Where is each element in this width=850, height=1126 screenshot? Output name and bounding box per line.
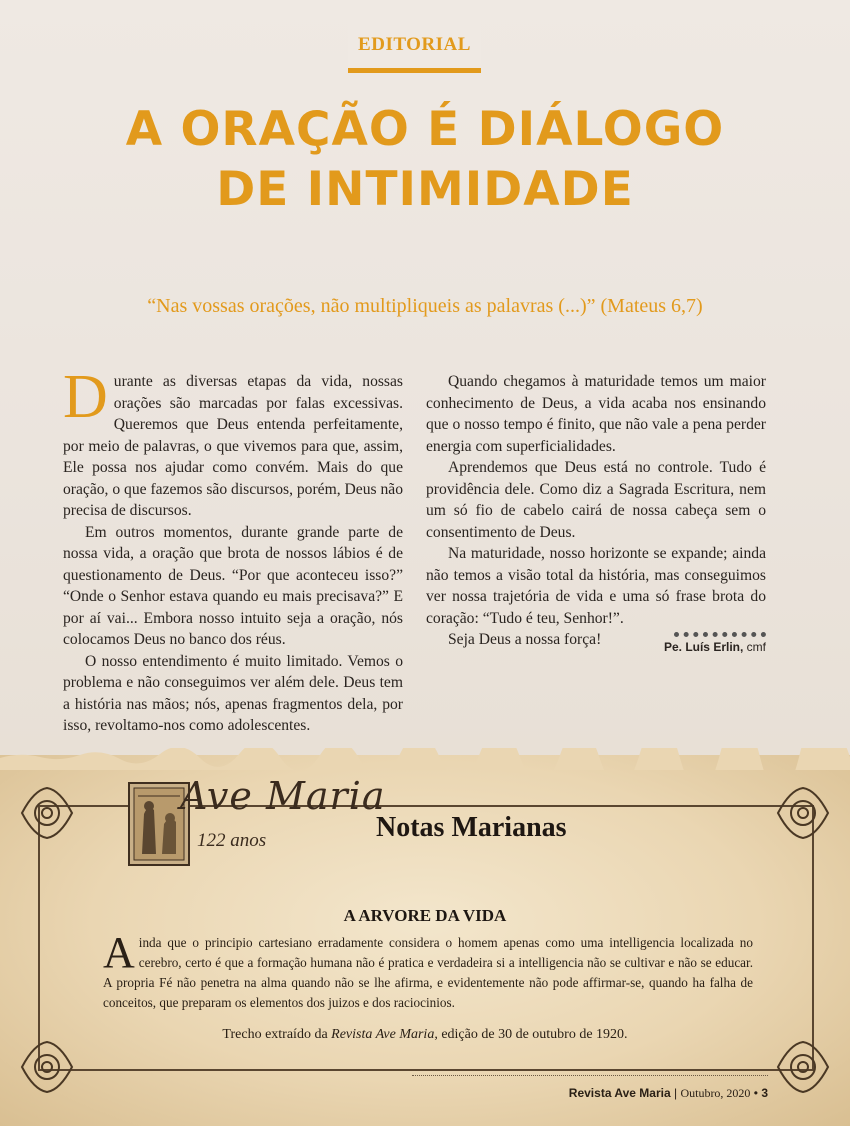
drop-cap: D <box>63 363 108 431</box>
author-signature <box>560 632 766 654</box>
headline-line-1: A ORAÇÃO É DIÁLOGO <box>125 102 725 157</box>
paragraph: O nosso entendimento é muito limitado. Vemos o problema e não conseguimos ver além dele. Deus tem a história nas mãos; nós, apenas fragmentos dela, por isso, revoltamo-nos como adolescentes. <box>63 652 403 734</box>
paragraph: Quando chegamos à maturidade temos um maior conhecimento de Deus, a vida acaba nos ensinando que o nosso tempo é finito, que não vale a pena perder energia com superficialidades. <box>426 373 766 455</box>
corner-ornament-icon <box>14 780 80 846</box>
page-footer: Revista Ave Maria | Outubro, 2020 • 3 <box>568 1086 768 1100</box>
footer-magazine: Revista Ave Maria <box>568 1086 671 1100</box>
section-tag-label: EDITORIAL <box>358 34 471 55</box>
footer-divider <box>412 1075 768 1076</box>
paragraph: Seja Deus a nossa força! <box>448 631 602 648</box>
page-number: 3 <box>761 1086 768 1100</box>
logo-subtitle: 122 anos <box>197 830 267 851</box>
epigraph: “Nas vossas orações, não multipliqueis as palavras (...)” (Mateus 6,7) <box>147 295 703 317</box>
paragraph: Em outros momentos, durante grande parte de nossa vida, a oração que brota de nossos lábios é de questionamento de Deus. “Por que aconteceu isso?” “Onde o Senhor estava quando eu mais precisava?” E por aí vai... Embora nosso intuito seja a oração, nós colocamos Deus no banco dos réus. <box>63 523 403 648</box>
corner-ornament-icon <box>770 780 836 846</box>
footer-date: Outubro, 2020 <box>680 1086 751 1100</box>
corner-ornament-icon <box>14 1034 80 1100</box>
torn-edge <box>0 748 850 770</box>
paragraph: Na maturidade, nosso horizonte se expande; ainda não temos a visão total da história, mas conseguimos ver nossa trajetória de vida e uma só frase brota do coração: “Tudo é teu, Senhor!”. <box>426 545 766 627</box>
corner-ornament-icon <box>770 1034 836 1100</box>
author-suffix: cmf <box>743 640 766 654</box>
article-source: Trecho extraído da Revista Ave Maria, edição de 30 de outubro de 1920. <box>222 1027 628 1042</box>
author-name: Pe. Luís Erlin, <box>663 640 744 654</box>
article-text: inda que o principio cartesiano erradamente considera o homem apenas como uma intelligencia localizada no cerebro, certo é que a formação humana não é pratica e verdadeira si a intelligencia não se cultivar e não se educar. A propria Fé não penetra na alma quando não se lhe afirma, e evidentemente não pode affirmar-se, quando ha falha de conceitos, que preparam os elementos dos juizos e dos raciocinios. <box>103 935 753 1010</box>
headline <box>0 100 850 220</box>
notas-section-title: Notas Marianas <box>376 812 567 843</box>
source-magazine: Revista Ave Maria <box>331 1027 435 1042</box>
article-title: A ARVORE DA VIDA <box>343 906 507 925</box>
column-1 <box>63 363 403 737</box>
drop-cap: A <box>103 928 135 977</box>
signature-dots <box>674 632 766 637</box>
ave-maria-logo: Ave Maria <box>180 774 386 818</box>
article-body <box>103 928 753 1013</box>
section-tag <box>348 0 481 73</box>
paragraph: Durante as diversas etapas da vida, nossas orações são marcadas por falas excessivas. Queremos que Deus entenda perfeitamente, por meio de palavras, o que vivemos para que, assim, Ele possa nos ajudar como convém. Mais do que oração, o que fazemos são discursos, porém, Deus não precisa de discursos. <box>63 363 403 519</box>
headline-line-2: DE INTIMIDADE <box>216 162 634 217</box>
paragraph: Aprendemos que Deus está no controle. Tudo é providência dele. Como diz a Sagrada Escritura, nem um só fio de cabelo cairá de nossa cabeça sem o consentimento de Deus. <box>426 459 766 541</box>
column-2 <box>426 371 766 651</box>
